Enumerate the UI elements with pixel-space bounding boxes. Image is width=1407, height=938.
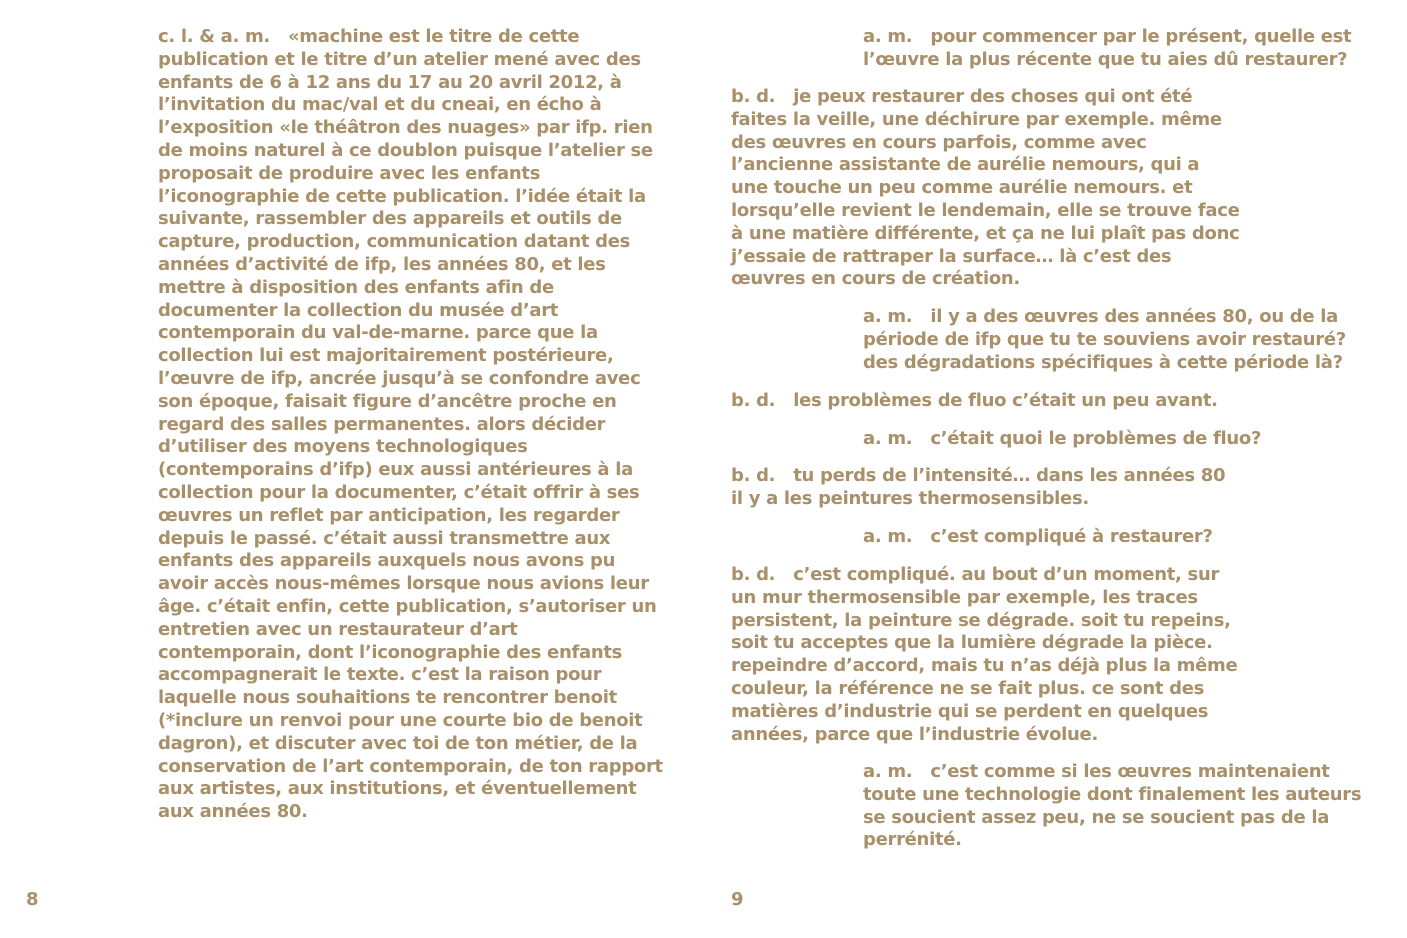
question-block <box>863 761 1383 852</box>
answer-block <box>731 465 1291 511</box>
answer-block <box>731 564 1291 746</box>
question-block <box>863 26 1383 72</box>
speaker-label: a. m. <box>863 428 913 449</box>
question-block <box>863 428 1383 451</box>
answer-text: je peux restaurer des choses qui ont été faites la veille, une déchirure par exemple. même des œuvres en cours parfois, comme avec l’ancienne assistante de aurélie nemours, qui a une touche un peu comme aurélie nemours. et lorsqu’elle revient le lendemain, elle se trouve face à une matière différente, et ça ne lui plaît pas donc j’essaie de rattraper la surface… là c’est des œuvres en cours de création. <box>731 86 1240 290</box>
speaker-label: b. d. <box>731 465 776 486</box>
speaker-label: a. m. <box>863 526 913 547</box>
question-block <box>863 526 1383 549</box>
question-text: c’est comme si les œuvres maintenaient toute une technologie dont finalement les auteurs se soucient assez peu, ne se soucient pas de la perrénité. <box>863 761 1362 851</box>
page-number: 8 <box>26 889 39 910</box>
speaker-label: b. d. <box>731 564 776 585</box>
answer-text: tu perds de l’intensité… dans les années 80 il y a les peintures thermosensibles. <box>731 465 1226 509</box>
speaker-label: b. d. <box>731 86 776 107</box>
answer-block <box>731 390 1291 413</box>
speaker-label: a. m. <box>863 306 913 327</box>
answer-text: c’est compliqué. au bout d’un moment, sur un mur thermosensible par exemple, les traces persistent, la peinture se dégrade. soit tu repeins, soit tu acceptes que la lumière dégrade la pièce. repeindre d’accord, mais tu n’as déjà plus la même couleur, la référence ne se fait plus. ce sont des matières d’industrie qui se perdent en quelques années, parce que l’industrie évolue. <box>731 564 1238 745</box>
answer-text: les problèmes de fluo c’était un peu avant. <box>793 390 1218 411</box>
question-text: c’était quoi le problèmes de fluo? <box>930 428 1262 449</box>
intro-text: «machine est le titre de cette publication et le titre d’un atelier mené avec des enfants de 6 à 12 ans du 17 au 20 avril 2012, à l’invitation du mac/val et du cneai, en écho à l’exposition «le théâtron des nuages» par ifp. rien de moins naturel à ce doublon puisque l’atelier se proposait de produire avec les enfants l’iconographie de cette publication. l’idée était la suivante, rassembler des appareils et outils de capture, production, communication datant des années d’activité de ifp, les années 80, et les mettre à disposition des enfants afin de documenter la collection du musée d’art contemporain du val-de-marne. parce que la collection lui est majoritairement postérieure, l’œuvre de ifp, ancrée jusqu’à se confondre avec son époque, faisait figure d’ancêtre proche en regard des salles permanentes. alors décider d’utiliser des moyens technologiques (contemporains d’ifp) eux aussi antérieures à la collection pour la documenter, c’était offrir à ses œuvres un reflet par anticipation, les regarder depuis le passé. c’était aussi transmettre aux enfants des appareils auxquels nous avons pu avoir accès nous-mêmes lorsque nous avions leur âge. c’était enfin, cette publication, s’autoriser un entretien avec un restaurateur d’art contemporain, dont l’iconographie des enfants accompagnerait le texte. c’est la raison pour laquelle nous souhaitions te rencontrer benoit (*inclure un renvoi pour une courte bio de benoit dagron), et discuter avec toi de ton métier, de la conservation de l’art contemporain, de ton rapport aux artistes, aux institutions, et éventuellement aux années 80. <box>158 26 663 823</box>
answer-block <box>731 86 1291 291</box>
question-text: c’est compliqué à restaurer? <box>930 526 1213 547</box>
speaker-label: a. m. <box>863 761 913 782</box>
speaker-label: c. l. & a. m. <box>158 26 270 47</box>
question-text: il y a des œuvres des années 80, ou de la période de ifp que tu te souviens avoir restauré? des dégradations spécifiques à cette période là? <box>863 306 1346 373</box>
speaker-label: a. m. <box>863 26 913 47</box>
speaker-label: b. d. <box>731 390 776 411</box>
question-text: pour commencer par le présent, quelle est l’œuvre la plus récente que tu aies dû restaurer? <box>863 26 1352 70</box>
page-number: 9 <box>731 889 744 910</box>
question-block <box>863 306 1383 374</box>
